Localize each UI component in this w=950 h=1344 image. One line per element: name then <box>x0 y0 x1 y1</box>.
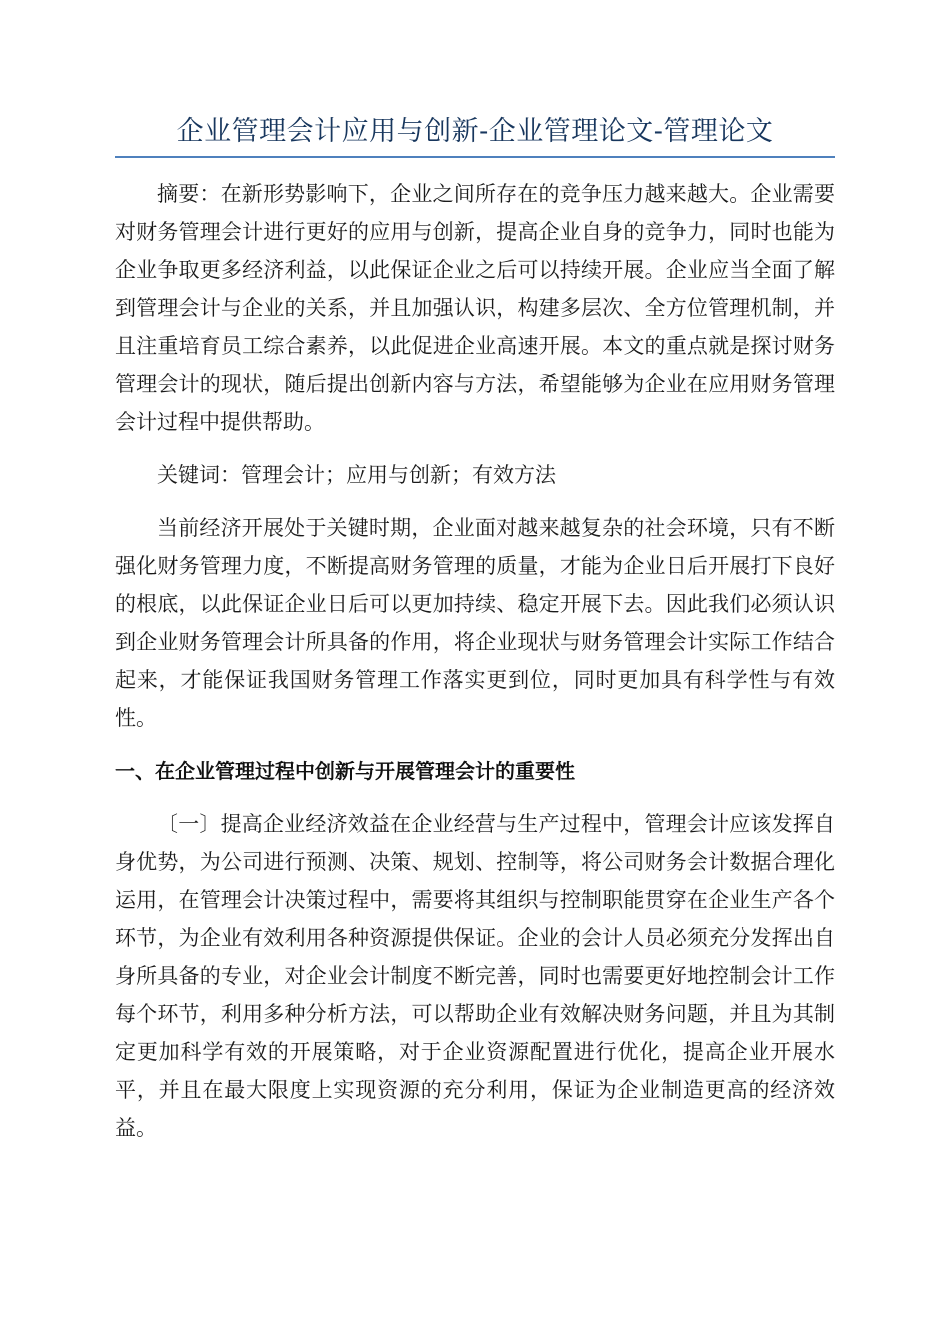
keywords-paragraph: 关键词：管理会计；应用与创新；有效方法 <box>157 463 556 487</box>
intro-paragraph: 当前经济开展处于关键时期，企业面对越来越复杂的社会环境，只有不断强化财务管理力度，不断提高财务管理的质量，才能为企业日后开展打下良好的根底，以此保证企业日后可以更加持续、稳定开展下去。因此我们必须认识到企业财务管理会计所具备的作用，将企业现状与财务管理会计实际工作结合起来，才能保证我国财务管理工作落实更到位，同时更加具有科学性与有效性。 <box>115 516 835 730</box>
abstract-paragraph: 摘要：在新形势影响下，企业之间所存在的竞争压力越来越大。企业需要对财务管理会计进行更好的应用与创新，提高企业自身的竞争力，同时也能为企业争取更多经济利益，以此保证企业之后可以持续开展。企业应当全面了解到管理会计与企业的关系，并且加强认识，构建多层次、全方位管理机制，并且注重培育员工综合素养，以此促进企业高速开展。本文的重点就是探讨财务管理会计的现状，随后提出创新内容与方法，希望能够为企业在应用财务管理会计过程中提供帮助。 <box>115 182 835 434</box>
title-block <box>115 110 835 158</box>
document-body <box>115 175 835 1162</box>
page-title: 企业管理会计应用与创新-企业管理论文-管理论文 <box>176 116 774 147</box>
section-paragraph: 〔一〕提高企业经济效益在企业经营与生产过程中，管理会计应该发挥自身优势，为公司进行预测、决策、规划、控制等，将公司财务会计数据合理化运用，在管理会计决策过程中，需要将其组织与控制职能贯穿在企业生产各个环节，为企业有效利用各种资源提供保证。企业的会计人员必须充分发挥出自身所具备的专业，对企业会计制度不断完善，同时也需要更好地控制会计工作每个环节，利用多种分析方法，可以帮助企业有效解决财务问题，并且为其制定更加科学有效的开展策略，对于企业资源配置进行优化，提高企业开展水平，并且在最大限度上实现资源的充分利用，保证为企业制造更高的经济效益。 <box>115 812 835 1140</box>
section-heading: 一、在企业管理过程中创新与开展管理会计的重要性 <box>115 759 575 783</box>
